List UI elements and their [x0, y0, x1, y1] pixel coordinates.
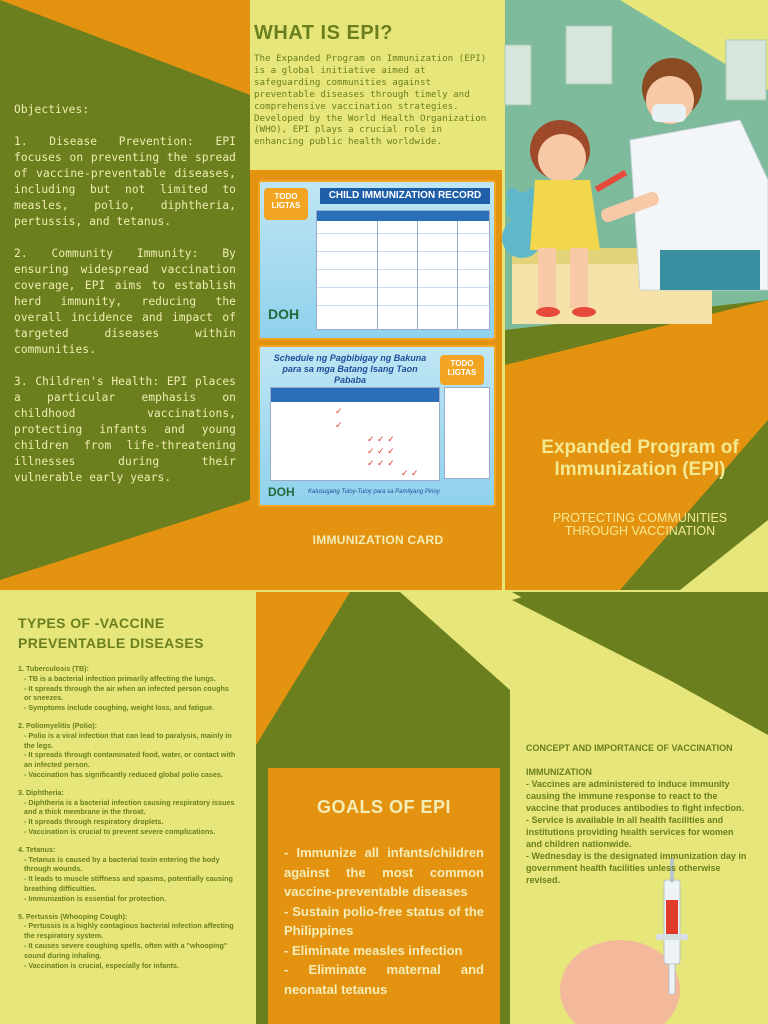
objectives-heading: Objectives: [14, 103, 90, 116]
goal-item: - Eliminate measles infection [284, 942, 463, 958]
concept-subtitle: IMMUNIZATION [526, 767, 592, 777]
disease-line: - It spreads through contaminated food, water, or contact with an infected person. [24, 750, 236, 770]
doh-logo: DOH [268, 485, 295, 499]
disease-line: - Vaccination is crucial to prevent severe complications. [24, 826, 216, 836]
what-is-epi-title: WHAT IS EPI? [254, 22, 393, 44]
disease-heading: 4. Tetanus: [18, 844, 56, 854]
goals-list [284, 843, 484, 999]
what-is-epi-body: The Expanded Program on Immunization (EPI) is a global initiative aimed at safeguarding communities against preventable diseases through timely and comprehensive vaccination strategies. Developed by the World Health Organization (WHO), EPI plays a crucial role in enhancing public health worldwide. [254, 53, 487, 148]
disease-line: - Vaccination is crucial, especially for infants. [24, 960, 179, 970]
card-record-title: CHILD IMMUNIZATION RECORD [320, 188, 490, 204]
disease-heading: 2. Poliomyelitis (Polio): [18, 720, 98, 730]
disease-heading: 1. Tuberculosis (TB): [18, 664, 89, 673]
disease-line: - Vaccination has significantly reduced global polio cases. [24, 769, 223, 779]
objectives-section [14, 102, 236, 502]
disease-line: - Polio is a viral infection that can lead to paralysis, mainly in the legs. [24, 730, 232, 750]
doh-logo: DOH [268, 306, 300, 322]
disease-item [18, 845, 236, 904]
disease-line: - It spreads through respiratory droplets. [24, 817, 164, 827]
objective-item: 2. Community Immunity: By ensuring widespread vaccination coverage, EPI aims to establish herd immunity, reducing the overall incidence and impact of targeted diseases within communities. [14, 247, 236, 356]
disease-heading: 3. Diphtheria: [18, 787, 64, 797]
goal-item: - Immunize all infants/children against the most common vaccine-preventable diseases [284, 845, 484, 899]
record-table [316, 210, 490, 330]
disease-item [18, 664, 236, 713]
types-title: TYPES OF -VACCINE PREVENTABLE DISEASES [18, 615, 204, 651]
disease-line: - TB is a bacterial infection primarily affecting the lungs. [24, 673, 216, 683]
concept-line: - Wednesday is the designated immunization day in government health facilities unless otherwise revised. [526, 851, 747, 885]
concept-title: CONCEPT AND IMPORTANCE OF VACCINATION [526, 743, 733, 753]
disease-line: - Diphtheria is a bacterial infection causing respiratory issues and a thick membrane in the throat. [24, 797, 235, 817]
vaccine-schedule-card [258, 345, 496, 507]
disease-item [18, 788, 236, 837]
disease-line: - It causes severe coughing spells, often with a "whooping" sound during inhaling. [24, 940, 228, 960]
card-footer: Kalusugang Tuloy-Tuloy para sa Pamilyang Pinoy [308, 489, 440, 495]
todo-ligtas-badge: TODO LIGTAS [440, 355, 484, 385]
immunization-card-caption: IMMUNIZATION CARD [312, 533, 444, 547]
disease-line: - Symptoms include coughing, weight loss, and fatigue. [24, 703, 215, 713]
schedule-notes [444, 387, 490, 479]
goal-item: - Sustain polio-free status of the Philippines [284, 903, 484, 938]
child-immunization-record-card [258, 180, 496, 340]
disease-item [18, 721, 236, 780]
hero-title: Expanded Program of Immunization (EPI) [541, 437, 739, 480]
schedule-table: ✓ ✓ ✓ ✓ ✓ ✓ ✓ ✓ ✓ ✓ ✓ ✓ ✓ [270, 387, 440, 481]
concept-line: - Vaccines are administered to induce immunity causing the immune response to react to the vaccine that produces antibodies to fight infection. [526, 779, 745, 813]
goals-title: GOALS OF EPI [316, 797, 451, 817]
disease-line: - It spreads through the air when an infected person coughs or sneezes. [24, 683, 229, 703]
disease-line: - It leads to muscle stiffness and spasms, potentially causing breathing difficulties. [24, 874, 233, 893]
concept-line: - Service is available in all health facilities and institutions providing health services for women and children nationwide. [526, 815, 734, 849]
disease-heading: 5. Pertussis (Whooping Cough): [18, 911, 128, 921]
objective-item: 3. Children's Health: EPI places a particular emphasis on childhood vaccinations, protecting infants and young children from life-threatening illnesses during their vulnerable early years. [14, 375, 236, 484]
objective-item: 1. Disease Prevention: EPI focuses on preventing the spread of vaccine-preventable diseases, including but not limited to measles, polio, diphtheria, pertussis, and tetanus. [14, 135, 236, 228]
disease-line: - Immunization is essential for protection. [24, 893, 167, 903]
goal-item: - Eliminate maternal and neonatal tetanus [284, 962, 484, 997]
disease-line: - Pertussis is a highly contagious bacterial infection affecting the respiratory system. [24, 921, 234, 941]
todo-ligtas-badge: TODO LIGTAS [264, 188, 308, 220]
hero-subtitle: PROTECTING COMMUNITIES THROUGH VACCINATION [552, 511, 728, 538]
types-list [18, 664, 236, 978]
disease-line: - Tetanus is caused by a bacterial toxin entering the body through wounds. [24, 854, 220, 874]
schedule-title: Schedule ng Pagbibigay ng Bakuna para sa mga Batang Isang Taon Pababa [273, 353, 427, 385]
concept-section [526, 742, 752, 886]
disease-item [18, 912, 236, 971]
